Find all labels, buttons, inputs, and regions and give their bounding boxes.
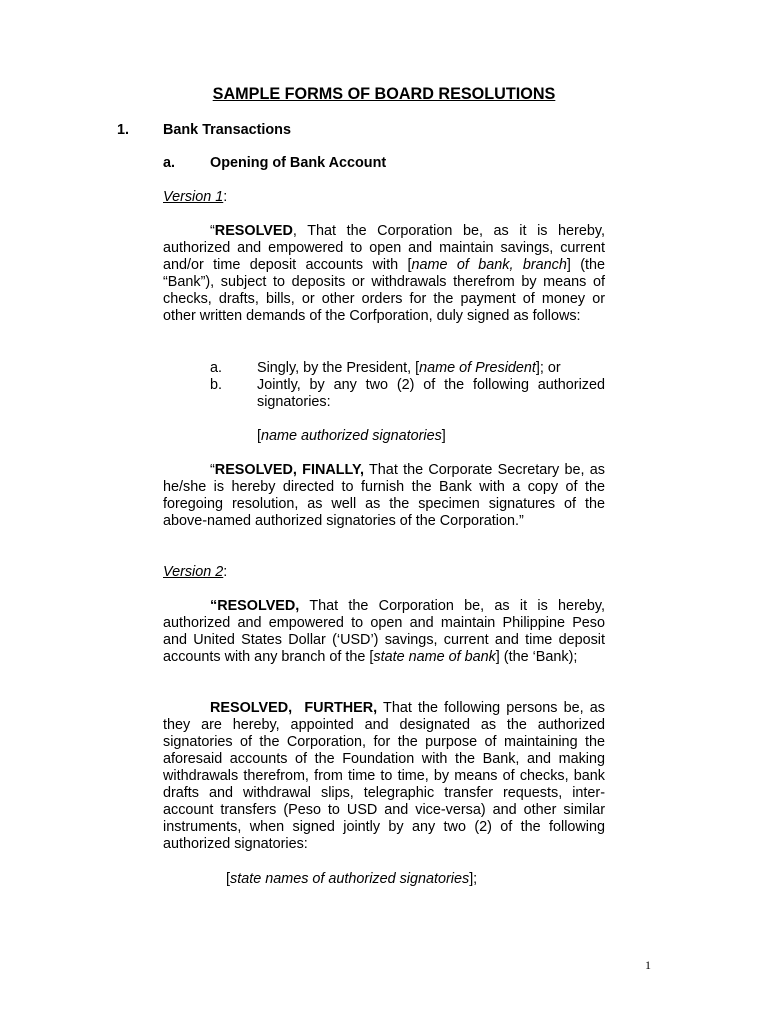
placeholder-signatories: state names of authorized signatories — [230, 871, 470, 887]
placeholder-signatories: name authorized signatories — [261, 428, 442, 444]
resolved-further-keyword: RESOLVED, FURTHER, — [210, 700, 378, 716]
placeholder-bank-branch: name of bank, branch — [411, 257, 567, 273]
version-1-label-colon: : — [223, 189, 228, 205]
paragraph-text: That the Corporate Secretary be, as he/she is hereby directed to furnish the Bank with a copy of the foregoing resolution, as well as the specimen signatures of the above-named authorized signatories of the Corporation.” — [163, 462, 605, 529]
signatories-placeholder-2 — [226, 871, 477, 888]
list-item-text: Jointly, by any two (2) of the following authorized signatories: — [257, 377, 605, 410]
subsection-letter: a. — [163, 155, 176, 171]
resolved-finally-keyword: RESOLVED, FINALLY, — [214, 462, 364, 478]
bracket: [ — [226, 871, 230, 887]
list-item-text-part: Singly, by the President, [ — [257, 360, 420, 376]
paragraph-text: That the following persons be, as they are hereby, appointed and designated as the authorized signatories of the Corporation, for the purpose of maintaining the aforesaid accounts of the Foundation with the Bank, and making withdrawals therefrom, from time to time, by means of checks, bank drafts and withdrawal slips, telegraphic transfer requests, inter-account transfers (Peso to USD and vice-versa) and other similar instruments, when signed jointly by any two (2) of the following authorized signatories: — [163, 700, 605, 852]
version-2-label-colon: : — [223, 564, 228, 580]
resolved-keyword: “RESOLVED, — [210, 598, 300, 614]
open-quote: “ — [210, 223, 215, 239]
list-item-text — [257, 360, 605, 377]
section-number: 1. — [117, 122, 130, 138]
bracket: ]; — [469, 871, 478, 887]
bracket: [ — [257, 428, 261, 444]
version-2-resolution-paragraph — [163, 598, 605, 666]
list-item — [210, 377, 605, 411]
paragraph-text: , That the Corporation be, as it is hereby, authorized and empowered to open and maintain savings, current and/or time deposit accounts with [ — [163, 223, 605, 273]
paragraph-text: ] (the “Bank”), subject to deposits or withdrawals therefrom by means of checks, drafts, bills, or other orders for the payment of money or other written demands of the Corfporation, duly signed as follows: — [163, 257, 606, 324]
document-title: SAMPLE FORMS OF BOARD RESOLUTIONS — [212, 85, 556, 103]
version-1-resolution-paragraph — [163, 223, 605, 325]
signatories-placeholder-1 — [257, 428, 446, 445]
bracket: ] — [441, 428, 446, 444]
page-number: 1 — [645, 958, 651, 972]
version-2-label — [163, 564, 227, 581]
list-item-label: b. — [210, 377, 223, 393]
list-item-text-part: ]; or — [535, 360, 561, 376]
open-quote: “ — [210, 462, 215, 478]
version-1-label — [163, 189, 227, 206]
paragraph-text: That the Corporation be, as it is hereby, authorized and empowered to open and maintain Philippine Peso and United States Dollar (‘USD’) savings, current and time deposit accounts with any branch of the [ — [163, 598, 605, 665]
version-1-finally-paragraph — [163, 462, 605, 530]
placeholder-president: name of President — [419, 360, 536, 376]
version-2-further-paragraph — [163, 700, 605, 853]
placeholder-bank-name: state name of bank — [373, 649, 496, 665]
subsection-heading: Opening of Bank Account — [210, 155, 387, 171]
paragraph-text: ] (the ‘Bank); — [495, 649, 578, 665]
version-2-label-text: Version 2 — [163, 564, 224, 580]
list-item-label: a. — [210, 360, 223, 376]
signing-options-list — [210, 360, 605, 411]
section-heading: Bank Transactions — [163, 122, 291, 138]
version-1-label-text: Version 1 — [163, 189, 224, 205]
resolved-keyword: RESOLVED — [214, 223, 293, 239]
list-item — [210, 360, 605, 377]
